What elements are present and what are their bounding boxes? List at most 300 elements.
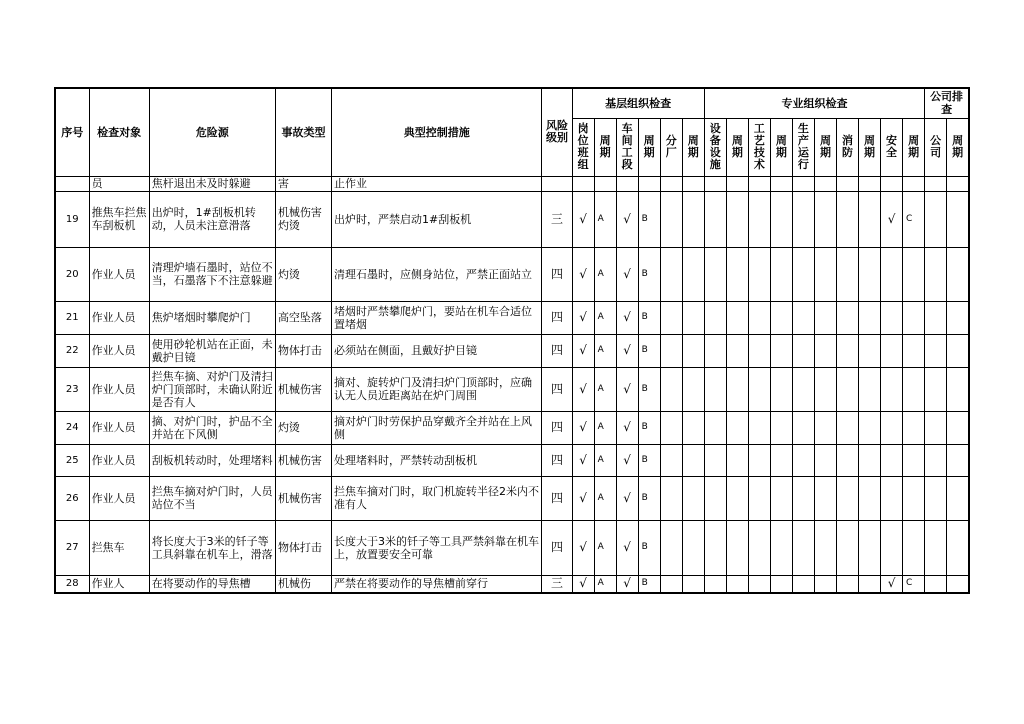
- workshop-check-mark: √: [616, 301, 638, 334]
- equipment-period-cell: [726, 575, 748, 593]
- fire-cell: [836, 411, 858, 444]
- post-check-mark: √: [572, 444, 594, 476]
- branch-period-cell: [682, 301, 704, 334]
- company-period-cell: [947, 444, 969, 476]
- workshop-period: B: [638, 476, 660, 520]
- header-period: 周期: [947, 118, 969, 176]
- branch-period-cell: [682, 520, 704, 575]
- table-body: [55, 176, 969, 593]
- post-period: [594, 176, 616, 191]
- header-workshop: 车间工段: [616, 118, 638, 176]
- row-risk-level: 四: [542, 520, 572, 575]
- process-period-cell: [770, 575, 792, 593]
- header-measures: 典型控制措施: [332, 88, 542, 176]
- safety-period: [903, 301, 925, 334]
- post-check-mark: √: [572, 411, 594, 444]
- table-row: [55, 411, 969, 444]
- header-branch: 分厂: [660, 118, 682, 176]
- post-check-mark: √: [572, 247, 594, 301]
- safety-check-mark: [881, 520, 903, 575]
- safety-period: C: [903, 575, 925, 593]
- row-risk-level: 四: [542, 334, 572, 367]
- fire-period-cell: [858, 476, 880, 520]
- header-period: 周期: [770, 118, 792, 176]
- row-accident: 物体打击: [275, 520, 331, 575]
- equipment-cell: [704, 411, 726, 444]
- row-risk-level: 四: [542, 367, 572, 411]
- company-cell: [925, 444, 947, 476]
- header-object: 检查对象: [89, 88, 149, 176]
- safety-period: [903, 367, 925, 411]
- branch-cell: [660, 520, 682, 575]
- post-check-mark: √: [572, 476, 594, 520]
- safety-check-mark: [881, 367, 903, 411]
- row-number: 21: [55, 301, 89, 334]
- fire-period-cell: [858, 444, 880, 476]
- row-accident: 灼烫: [275, 247, 331, 301]
- table-row: [55, 301, 969, 334]
- row-accident: 机械伤害: [275, 476, 331, 520]
- process-period-cell: [770, 301, 792, 334]
- production-cell: [792, 476, 814, 520]
- table-row: [55, 367, 969, 411]
- company-period-cell: [947, 334, 969, 367]
- production-cell: [792, 301, 814, 334]
- table-row: [55, 176, 969, 191]
- equipment-cell: [704, 444, 726, 476]
- table-row: [55, 191, 969, 247]
- fire-cell: [836, 575, 858, 593]
- fire-period-cell: [858, 520, 880, 575]
- branch-period-cell: [682, 176, 704, 191]
- workshop-period: B: [638, 520, 660, 575]
- process-period-cell: [770, 247, 792, 301]
- row-risk-level: [542, 176, 572, 191]
- company-period-cell: [947, 191, 969, 247]
- safety-period: [903, 444, 925, 476]
- row-measure: 止作业: [332, 176, 542, 191]
- process-period-cell: [770, 367, 792, 411]
- header-professional: 专业组织检查: [704, 88, 924, 118]
- workshop-period: B: [638, 334, 660, 367]
- production-cell: [792, 191, 814, 247]
- row-measure: 处理堵料时，严禁转动刮板机: [332, 444, 542, 476]
- row-object: 作业人员: [89, 247, 149, 301]
- post-period: A: [594, 247, 616, 301]
- production-period-cell: [814, 444, 836, 476]
- row-hazard: 拦焦车摘、对炉门及清扫炉门顶部时，未确认附近是否有人: [149, 367, 275, 411]
- header-hazard: 危险源: [149, 88, 275, 176]
- row-object: 作业人员: [89, 444, 149, 476]
- row-measure: 出炉时，严禁启动1#刮板机: [332, 191, 542, 247]
- process-cell: [748, 520, 770, 575]
- branch-period-cell: [682, 334, 704, 367]
- process-period-cell: [770, 411, 792, 444]
- production-cell: [792, 575, 814, 593]
- fire-cell: [836, 476, 858, 520]
- post-period: A: [594, 334, 616, 367]
- branch-cell: [660, 444, 682, 476]
- fire-cell: [836, 334, 858, 367]
- table-row: [55, 444, 969, 476]
- header-period: 周期: [903, 118, 925, 176]
- company-cell: [925, 575, 947, 593]
- workshop-check-mark: √: [616, 520, 638, 575]
- production-cell: [792, 176, 814, 191]
- row-hazard: 焦炉堵烟时攀爬炉门: [149, 301, 275, 334]
- row-risk-level: 四: [542, 444, 572, 476]
- fire-period-cell: [858, 575, 880, 593]
- production-cell: [792, 411, 814, 444]
- process-cell: [748, 301, 770, 334]
- row-accident: 机械伤害: [275, 367, 331, 411]
- header-company-group: 公司排查: [925, 88, 969, 118]
- row-hazard: 将长度大于3米的钎子等工具斜靠在机车上，滑落: [149, 520, 275, 575]
- equipment-cell: [704, 301, 726, 334]
- row-object: 作业人员: [89, 334, 149, 367]
- process-period-cell: [770, 476, 792, 520]
- process-period-cell: [770, 176, 792, 191]
- branch-period-cell: [682, 247, 704, 301]
- post-period: A: [594, 476, 616, 520]
- row-object: 作业人员: [89, 411, 149, 444]
- post-period: A: [594, 444, 616, 476]
- equipment-period-cell: [726, 191, 748, 247]
- row-measure: 长度大于3米的钎子等工具严禁斜靠在机车上，放置要安全可靠: [332, 520, 542, 575]
- row-number: 23: [55, 367, 89, 411]
- header-post: 岗位班组: [572, 118, 594, 176]
- row-object: 员: [89, 176, 149, 191]
- post-period: A: [594, 191, 616, 247]
- branch-period-cell: [682, 191, 704, 247]
- header-grassroots: 基层组织检查: [572, 88, 704, 118]
- branch-period-cell: [682, 444, 704, 476]
- branch-cell: [660, 176, 682, 191]
- equipment-period-cell: [726, 301, 748, 334]
- row-number: [55, 176, 89, 191]
- row-object: 作业人员: [89, 301, 149, 334]
- table-row: [55, 476, 969, 520]
- production-period-cell: [814, 334, 836, 367]
- row-object: 作业人: [89, 575, 149, 593]
- post-check-mark: [572, 176, 594, 191]
- process-cell: [748, 411, 770, 444]
- row-accident: 机械伤害: [275, 444, 331, 476]
- safety-check-mark: [881, 176, 903, 191]
- safety-period: [903, 476, 925, 520]
- row-risk-level: 四: [542, 247, 572, 301]
- process-cell: [748, 444, 770, 476]
- row-hazard: 在将要动作的导焦槽: [149, 575, 275, 593]
- production-cell: [792, 367, 814, 411]
- workshop-check-mark: √: [616, 247, 638, 301]
- safety-period: [903, 176, 925, 191]
- safety-period: [903, 334, 925, 367]
- fire-period-cell: [858, 334, 880, 367]
- row-number: 24: [55, 411, 89, 444]
- fire-cell: [836, 176, 858, 191]
- workshop-check-mark: √: [616, 411, 638, 444]
- fire-cell: [836, 520, 858, 575]
- branch-cell: [660, 476, 682, 520]
- process-cell: [748, 575, 770, 593]
- production-period-cell: [814, 301, 836, 334]
- equipment-cell: [704, 176, 726, 191]
- process-cell: [748, 476, 770, 520]
- safety-check-mark: [881, 476, 903, 520]
- workshop-period: B: [638, 367, 660, 411]
- branch-cell: [660, 247, 682, 301]
- production-cell: [792, 247, 814, 301]
- company-cell: [925, 476, 947, 520]
- row-measure: 堵烟时严禁攀爬炉门，要站在机车合适位置堵烟: [332, 301, 542, 334]
- fire-period-cell: [858, 367, 880, 411]
- workshop-check-mark: √: [616, 191, 638, 247]
- row-measure: 摘对炉门时劳保护品穿戴齐全并站在上风侧: [332, 411, 542, 444]
- workshop-check-mark: √: [616, 367, 638, 411]
- process-cell: [748, 176, 770, 191]
- safety-check-mark: [881, 301, 903, 334]
- row-number: 25: [55, 444, 89, 476]
- equipment-period-cell: [726, 411, 748, 444]
- workshop-period: B: [638, 191, 660, 247]
- company-period-cell: [947, 247, 969, 301]
- workshop-period: B: [638, 444, 660, 476]
- inspection-table-sheet: [54, 87, 970, 594]
- workshop-period: [638, 176, 660, 191]
- header-safety: 安全: [881, 118, 903, 176]
- equipment-period-cell: [726, 247, 748, 301]
- row-hazard: 使用砂轮机站在正面，未戴护目镜: [149, 334, 275, 367]
- process-period-cell: [770, 520, 792, 575]
- header-process: 工艺技术: [748, 118, 770, 176]
- row-hazard: 拦焦车摘对炉门时，人员站位不当: [149, 476, 275, 520]
- row-number: 19: [55, 191, 89, 247]
- process-period-cell: [770, 444, 792, 476]
- company-cell: [925, 191, 947, 247]
- equipment-period-cell: [726, 444, 748, 476]
- company-cell: [925, 367, 947, 411]
- workshop-check-mark: √: [616, 444, 638, 476]
- safety-check-mark: √: [881, 575, 903, 593]
- fire-cell: [836, 191, 858, 247]
- company-cell: [925, 334, 947, 367]
- fire-period-cell: [858, 411, 880, 444]
- safety-period: [903, 520, 925, 575]
- production-period-cell: [814, 367, 836, 411]
- workshop-period: B: [638, 575, 660, 593]
- row-hazard: 焦杆退出未及时躲避: [149, 176, 275, 191]
- equipment-period-cell: [726, 367, 748, 411]
- post-check-mark: √: [572, 334, 594, 367]
- row-accident: 害: [275, 176, 331, 191]
- fire-period-cell: [858, 191, 880, 247]
- process-period-cell: [770, 334, 792, 367]
- company-cell: [925, 176, 947, 191]
- branch-cell: [660, 411, 682, 444]
- safety-period: [903, 247, 925, 301]
- branch-cell: [660, 575, 682, 593]
- production-period-cell: [814, 476, 836, 520]
- header-fire: 消防: [836, 118, 858, 176]
- equipment-cell: [704, 575, 726, 593]
- company-cell: [925, 247, 947, 301]
- process-cell: [748, 191, 770, 247]
- post-check-mark: √: [572, 575, 594, 593]
- company-period-cell: [947, 520, 969, 575]
- company-cell: [925, 301, 947, 334]
- fire-cell: [836, 247, 858, 301]
- post-check-mark: √: [572, 367, 594, 411]
- row-number: 20: [55, 247, 89, 301]
- workshop-check-mark: [616, 176, 638, 191]
- row-number: 26: [55, 476, 89, 520]
- company-period-cell: [947, 476, 969, 520]
- header-period: 周期: [594, 118, 616, 176]
- process-cell: [748, 247, 770, 301]
- table-row: [55, 575, 969, 593]
- post-period: A: [594, 301, 616, 334]
- branch-period-cell: [682, 367, 704, 411]
- row-object: 作业人员: [89, 367, 149, 411]
- row-accident: 物体打击: [275, 334, 331, 367]
- row-accident: 灼烫: [275, 411, 331, 444]
- equipment-period-cell: [726, 176, 748, 191]
- row-risk-level: 三: [542, 191, 572, 247]
- branch-cell: [660, 191, 682, 247]
- inspection-table: [54, 87, 970, 594]
- safety-check-mark: [881, 247, 903, 301]
- post-period: A: [594, 411, 616, 444]
- row-accident: 机械伤: [275, 575, 331, 593]
- row-number: 28: [55, 575, 89, 593]
- fire-period-cell: [858, 301, 880, 334]
- fire-period-cell: [858, 247, 880, 301]
- branch-cell: [660, 334, 682, 367]
- company-period-cell: [947, 301, 969, 334]
- header-production: 生产运行: [792, 118, 814, 176]
- post-check-mark: √: [572, 520, 594, 575]
- row-hazard: 刮板机转动时，处理堵料: [149, 444, 275, 476]
- branch-period-cell: [682, 411, 704, 444]
- process-cell: [748, 334, 770, 367]
- production-cell: [792, 444, 814, 476]
- production-period-cell: [814, 247, 836, 301]
- row-hazard: 摘、对炉门时，护品不全并站在下风侧: [149, 411, 275, 444]
- safety-period: [903, 411, 925, 444]
- workshop-period: B: [638, 247, 660, 301]
- company-cell: [925, 411, 947, 444]
- row-measure: 摘对、旋转炉门及清扫炉门顶部时，应确认无人员近距离站在炉门周围: [332, 367, 542, 411]
- equipment-cell: [704, 367, 726, 411]
- row-risk-level: 四: [542, 411, 572, 444]
- production-period-cell: [814, 411, 836, 444]
- header-period: 周期: [726, 118, 748, 176]
- safety-check-mark: [881, 334, 903, 367]
- equipment-cell: [704, 334, 726, 367]
- header-period: 周期: [858, 118, 880, 176]
- table-row: [55, 247, 969, 301]
- post-check-mark: √: [572, 301, 594, 334]
- row-object: 推焦车拦焦车刮板机: [89, 191, 149, 247]
- row-hazard: 清理炉墙石墨时，站位不当，石墨落下不注意躲避: [149, 247, 275, 301]
- equipment-period-cell: [726, 476, 748, 520]
- production-cell: [792, 334, 814, 367]
- row-number: 22: [55, 334, 89, 367]
- branch-cell: [660, 367, 682, 411]
- branch-period-cell: [682, 476, 704, 520]
- post-period: A: [594, 520, 616, 575]
- header-period: 周期: [638, 118, 660, 176]
- row-measure: 清理石墨时，应侧身站位，严禁正面站立: [332, 247, 542, 301]
- header-company: 公司: [925, 118, 947, 176]
- safety-period: C: [903, 191, 925, 247]
- row-object: 拦焦车: [89, 520, 149, 575]
- equipment-cell: [704, 191, 726, 247]
- row-measure: 拦焦车摘对门时，取门机旋转半径2米内不准有人: [332, 476, 542, 520]
- company-period-cell: [947, 575, 969, 593]
- workshop-period: B: [638, 411, 660, 444]
- production-period-cell: [814, 176, 836, 191]
- equipment-cell: [704, 247, 726, 301]
- process-period-cell: [770, 191, 792, 247]
- row-hazard: 出炉时，1#刮板机转动，人员未注意滑落: [149, 191, 275, 247]
- safety-check-mark: √: [881, 191, 903, 247]
- row-number: 27: [55, 520, 89, 575]
- row-measure: 必须站在侧面，且戴好护目镜: [332, 334, 542, 367]
- branch-period-cell: [682, 575, 704, 593]
- equipment-period-cell: [726, 520, 748, 575]
- fire-period-cell: [858, 176, 880, 191]
- production-period-cell: [814, 575, 836, 593]
- safety-check-mark: [881, 444, 903, 476]
- company-period-cell: [947, 367, 969, 411]
- company-period-cell: [947, 411, 969, 444]
- table-row: [55, 334, 969, 367]
- row-risk-level: 四: [542, 476, 572, 520]
- post-check-mark: √: [572, 191, 594, 247]
- row-accident: 高空坠落: [275, 301, 331, 334]
- company-cell: [925, 520, 947, 575]
- post-period: A: [594, 575, 616, 593]
- header-seq: 序号: [55, 88, 89, 176]
- fire-cell: [836, 301, 858, 334]
- fire-cell: [836, 367, 858, 411]
- header-accident: 事故类型: [275, 88, 331, 176]
- process-cell: [748, 367, 770, 411]
- row-object: 作业人员: [89, 476, 149, 520]
- production-period-cell: [814, 520, 836, 575]
- row-risk-level: 三: [542, 575, 572, 593]
- branch-cell: [660, 301, 682, 334]
- company-period-cell: [947, 176, 969, 191]
- header-equipment: 设备设施: [704, 118, 726, 176]
- equipment-cell: [704, 520, 726, 575]
- table-row: [55, 520, 969, 575]
- row-measure: 严禁在将要动作的导焦槽前穿行: [332, 575, 542, 593]
- row-accident: 机械伤害灼烫: [275, 191, 331, 247]
- production-cell: [792, 520, 814, 575]
- header-risk: 风险级别: [542, 88, 572, 176]
- post-period: A: [594, 367, 616, 411]
- workshop-period: B: [638, 301, 660, 334]
- workshop-check-mark: √: [616, 575, 638, 593]
- header-period: 周期: [682, 118, 704, 176]
- row-risk-level: 四: [542, 301, 572, 334]
- header-period: 周期: [814, 118, 836, 176]
- equipment-period-cell: [726, 334, 748, 367]
- workshop-check-mark: √: [616, 476, 638, 520]
